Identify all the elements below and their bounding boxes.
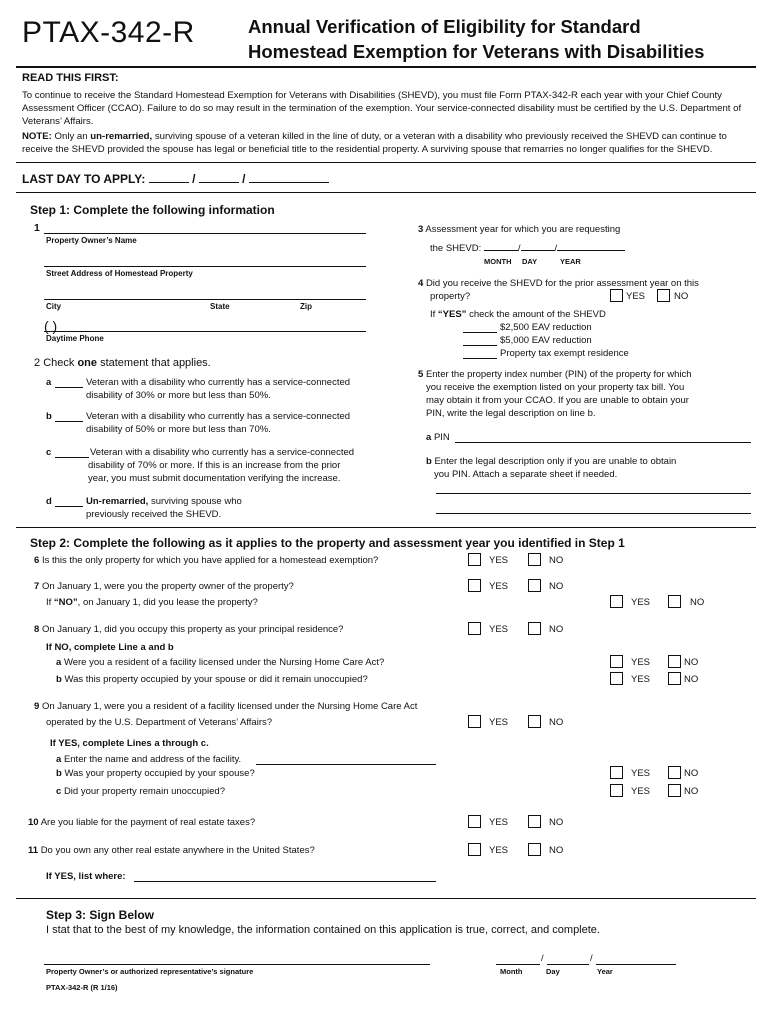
- q5-line1: [418, 369, 692, 380]
- q8-text: [34, 624, 343, 635]
- opt-a-line2: disability of 30% or more but less than 50%.: [86, 390, 271, 401]
- q4-no-label: NO: [674, 291, 689, 302]
- street-address-label: Street Address of Homestead Property: [46, 269, 193, 278]
- last-day-month-field[interactable]: [149, 173, 189, 183]
- q8a-no-label: NO: [684, 657, 699, 668]
- q3-line2: [430, 241, 625, 254]
- q3-line1: [418, 224, 620, 235]
- q9c-yes-label: YES: [631, 786, 651, 797]
- q7b-bold: “NO”: [53, 597, 78, 608]
- q8b-yes-checkbox[interactable]: [610, 672, 623, 685]
- divider-step3: [16, 898, 756, 899]
- q7-question: On January 1, were you the property owner of the property?: [41, 581, 294, 592]
- q9c-yes-checkbox[interactable]: [610, 784, 623, 797]
- q8a-no-checkbox[interactable]: [668, 655, 681, 668]
- q7-yes-label: YES: [489, 581, 509, 592]
- q8-number: 8: [34, 624, 40, 635]
- title-line-2: Homestead Exemption for Veterans with Disabilities: [248, 41, 705, 62]
- step1-heading: Step 1: Complete the following information: [30, 203, 275, 217]
- q11-text: [28, 845, 315, 856]
- step1-line-number: 1: [34, 222, 40, 234]
- zip-label: Zip: [300, 302, 312, 311]
- city-label: City: [46, 302, 62, 311]
- legal-description-field-1[interactable]: [436, 493, 751, 494]
- q9c-letter: c: [56, 786, 62, 797]
- q3-year-field[interactable]: [557, 241, 625, 251]
- q2-post: statement that applies.: [100, 357, 211, 369]
- q2-text: [34, 357, 211, 369]
- q9-if-yes: If YES, complete Lines a through c.: [50, 738, 209, 749]
- q3-sep-1: /: [517, 243, 521, 254]
- divider-note: [16, 162, 756, 163]
- opt-d-text: surviving spouse who: [150, 496, 242, 507]
- phone-parens: ( ): [44, 318, 58, 334]
- q5b-line1: [426, 456, 676, 467]
- q8a-question: Were you a resident of a facility licensed under the Nursing Home Care Act?: [63, 657, 385, 668]
- sign-year-label: Year: [597, 967, 613, 976]
- q7-text: [34, 581, 294, 592]
- q8a-yes-checkbox[interactable]: [610, 655, 623, 668]
- q8-if-no: If NO, complete Line a and b: [46, 642, 174, 653]
- sign-day-label: Day: [546, 967, 560, 976]
- read-first-heading: READ THIS FIRST:: [22, 72, 119, 84]
- q4-yes-label: YES: [626, 291, 646, 302]
- note-label: NOTE:: [22, 131, 52, 142]
- q10-question: Are you liable for the payment of real estate taxes?: [40, 817, 256, 828]
- q5b-line2: you PIN. Attach a separate sheet if needed.: [434, 469, 618, 480]
- street-address-field[interactable]: [44, 266, 366, 267]
- state-label: State: [210, 302, 230, 311]
- last-day-year-field[interactable]: [249, 173, 329, 183]
- opt-b-letter: b: [46, 411, 52, 422]
- q7b-post: , on January 1, did you lease the property?: [77, 597, 258, 608]
- q8a-text: [56, 657, 384, 668]
- q6-no-label: NO: [549, 555, 564, 566]
- q5a-letter: a: [426, 432, 432, 443]
- q5-line4: PIN, write the legal description on line b.: [426, 408, 596, 419]
- q7-yes-checkbox[interactable]: [468, 579, 481, 592]
- form-code: PTAX-342-R: [22, 16, 195, 49]
- q7b-yes-label: YES: [631, 597, 651, 608]
- q2-number: 2: [34, 357, 41, 369]
- page-title: [248, 14, 704, 64]
- q9b-question: Was your property occupied by your spouse?: [64, 768, 255, 779]
- opt-d-bold: Un-remarried,: [86, 496, 149, 507]
- q11-question: Do you own any other real estate anywhere in the United States?: [40, 845, 315, 856]
- q8a-yes-label: YES: [631, 657, 651, 668]
- signature-field[interactable]: [44, 964, 430, 965]
- q4-if-pre: If: [430, 309, 436, 320]
- q2-bold: one: [77, 357, 97, 369]
- q8-question: On January 1, did you occupy this property as your principal residence?: [41, 624, 344, 635]
- q8b-no-label: NO: [684, 674, 699, 685]
- opt-c-line1: Veteran with a disability who currently has a service-connected: [90, 447, 355, 458]
- q5a-label: [426, 432, 450, 443]
- q7b-pre: If: [46, 597, 52, 608]
- q4-opt3-label: Property tax exempt residence: [500, 348, 629, 359]
- q10-text: [28, 817, 255, 828]
- last-day-label: LAST DAY TO APPLY:: [22, 172, 146, 186]
- opt-d-letter: d: [46, 496, 52, 507]
- q3-day-label: DAY: [522, 257, 538, 266]
- legal-description-field-2[interactable]: [436, 513, 751, 514]
- q6-number: 6: [34, 555, 40, 566]
- q9-yes-checkbox[interactable]: [468, 715, 481, 728]
- note-pre: Only an: [54, 131, 88, 142]
- q7b-no-label: NO: [690, 597, 705, 608]
- q4-opt2-label: $5,000 EAV reduction: [500, 335, 592, 346]
- q8-no-label: NO: [549, 624, 564, 635]
- q9a-text: [56, 754, 241, 765]
- q10-number: 10: [28, 817, 39, 828]
- q3-sep-2: /: [554, 243, 558, 254]
- last-day-row: [22, 172, 329, 186]
- q9b-letter: b: [56, 768, 62, 779]
- q8-yes-checkbox[interactable]: [468, 622, 481, 635]
- q9c-question: Did your property remain unoccupied?: [63, 786, 225, 797]
- opt-d-check-field[interactable]: [55, 506, 83, 507]
- opt-b-check-field[interactable]: [55, 421, 83, 422]
- q9b-no-label: NO: [684, 768, 699, 779]
- city-state-zip-field[interactable]: [44, 299, 366, 300]
- q9-number: 9: [34, 701, 40, 712]
- owner-name-label: Property Owner’s Name: [46, 236, 137, 245]
- q9-line1: [34, 701, 417, 712]
- q4-opt1-label: $2,500 EAV reduction: [500, 322, 592, 333]
- q11-no-label: NO: [549, 845, 564, 856]
- header-divider: [16, 66, 756, 68]
- signature-label: Property Owner’s or authorized representative’s signature: [46, 967, 254, 976]
- q6-text: [34, 555, 378, 566]
- q6-no-checkbox[interactable]: [528, 553, 541, 566]
- q10-no-checkbox[interactable]: [528, 815, 541, 828]
- sign-month-label: Month: [500, 967, 523, 976]
- q9b-no-checkbox[interactable]: [668, 766, 681, 779]
- q8b-letter: b: [56, 674, 62, 685]
- q5b-letter: b: [426, 456, 432, 467]
- q4-line1: [418, 278, 699, 289]
- opt-c-check-field[interactable]: [55, 457, 89, 458]
- step3-heading: Step 3: Sign Below: [46, 908, 155, 922]
- q11-number: 11: [28, 845, 39, 856]
- q9-yes-label: YES: [489, 717, 509, 728]
- last-day-sep-2: /: [242, 172, 246, 186]
- q4-opt3-field[interactable]: [463, 358, 497, 359]
- note-bold: un-remarried,: [90, 131, 153, 142]
- q5-number: 5: [418, 369, 424, 380]
- q9b-yes-checkbox[interactable]: [610, 766, 623, 779]
- q9b-yes-label: YES: [631, 768, 651, 779]
- pin-field[interactable]: [455, 442, 751, 443]
- sign-day-field[interactable]: [547, 964, 589, 965]
- opt-b-line1: Veteran with a disability who currently has a service-connected: [86, 411, 351, 422]
- q7-no-label: NO: [549, 581, 564, 592]
- owner-name-field[interactable]: [44, 233, 366, 234]
- q7b-text: [46, 597, 258, 608]
- q3-number: 3: [418, 224, 424, 235]
- q9-no-label: NO: [549, 717, 564, 728]
- note-post: surviving spouse of a veteran killed in the line of duty, or a veteran with a disability who previously received the SHEVD can continue to receive the SHEVD provided the spouse has legal or beneficial title to the residential property. A surviving spouse that remarries no longer qualifies for the SHEVD.: [22, 131, 727, 155]
- q8b-text: [56, 674, 368, 685]
- q8b-no-checkbox[interactable]: [668, 672, 681, 685]
- q8-no-checkbox[interactable]: [528, 622, 541, 635]
- q3-label: the SHEVD:: [430, 243, 482, 254]
- q3-month-field[interactable]: [484, 241, 518, 251]
- q9b-text: [56, 768, 255, 779]
- sign-sep-1: /: [541, 953, 544, 964]
- q4-if-yes: [430, 309, 606, 320]
- last-day-day-field[interactable]: [199, 173, 239, 183]
- q9-no-checkbox[interactable]: [528, 715, 541, 728]
- q7b-yes-checkbox[interactable]: [610, 595, 623, 608]
- opt-a-line1: Veteran with a disability who currently has a service-connected: [86, 377, 351, 388]
- q7-no-checkbox[interactable]: [528, 579, 541, 592]
- q9a-question: Enter the name and address of the facility.: [63, 754, 242, 765]
- q4-text: Did you receive the SHEVD for the prior assessment year on this: [425, 278, 699, 289]
- opt-a-letter: a: [46, 377, 52, 388]
- opt-c-letter: c: [46, 447, 52, 458]
- opt-b-line2: disability of 50% or more but less than 70%.: [86, 424, 271, 435]
- opt-a-check-field[interactable]: [55, 387, 83, 388]
- opt-d-line2: previously received the SHEVD.: [86, 509, 222, 520]
- q11-no-checkbox[interactable]: [528, 843, 541, 856]
- q5-line2: you receive the exemption listed on your property tax bill. You: [426, 382, 685, 393]
- opt-d-line1: [86, 496, 242, 507]
- q5-text: Enter the property index number (PIN) of the property for which: [425, 369, 692, 380]
- q4-no-checkbox[interactable]: [657, 289, 670, 302]
- phone-label: Daytime Phone: [46, 334, 104, 343]
- read-first-note: [22, 130, 757, 156]
- q7-number: 7: [34, 581, 40, 592]
- sign-month-field[interactable]: [496, 964, 540, 965]
- q11-if-yes: If YES, list where:: [46, 871, 126, 882]
- step2-heading: Step 2: Complete the following as it applies to the property and assessment year you identified in Step 1: [30, 536, 625, 550]
- sign-year-field[interactable]: [596, 964, 676, 965]
- q3-day-field[interactable]: [521, 241, 555, 251]
- step3-statement: I stat that to the best of my knowledge, the information contained on this application is true, correct, and complete.: [46, 924, 600, 936]
- q8-yes-label: YES: [489, 624, 509, 635]
- q5-line3: may obtain it from your CCAO. If you are unable to obtain your: [426, 395, 689, 406]
- form-revision: PTAX-342-R (R 1/16): [46, 983, 118, 992]
- q3-month-label: MONTH: [484, 257, 512, 266]
- q4-opt1-field[interactable]: [463, 332, 497, 333]
- q9c-no-checkbox[interactable]: [668, 784, 681, 797]
- q4-if-post: check the amount of the SHEVD: [469, 309, 606, 320]
- q4-if-bold: “YES”: [437, 309, 467, 320]
- q11-yes-checkbox[interactable]: [468, 843, 481, 856]
- divider-last-day: [16, 192, 756, 193]
- divider-step2: [16, 527, 756, 528]
- q5a-pin-label: PIN: [433, 432, 450, 443]
- q10-yes-checkbox[interactable]: [468, 815, 481, 828]
- q10-yes-label: YES: [489, 817, 509, 828]
- q5b-text: Enter the legal description only if you are unable to obtain: [434, 456, 677, 467]
- q6-yes-label: YES: [489, 555, 509, 566]
- q7b-no-checkbox[interactable]: [668, 595, 681, 608]
- q6-yes-checkbox[interactable]: [468, 553, 481, 566]
- q2-pre: Check: [43, 357, 75, 369]
- q6-question: Is this the only property for which you have applied for a homestead exemption?: [41, 555, 379, 566]
- q9c-no-label: NO: [684, 786, 699, 797]
- q9c-text: [56, 786, 225, 797]
- opt-c-line3: year, you must submit documentation verifying the increase.: [88, 473, 341, 484]
- q9-question: On January 1, were you a resident of a facility licensed under the Nursing Home Care Act: [41, 701, 418, 712]
- opt-c-line2: disability of 70% or more. If this is an increase from the prior: [88, 460, 341, 471]
- q4-number: 4: [418, 278, 424, 289]
- q9a-letter: a: [56, 754, 62, 765]
- q8b-yes-label: YES: [631, 674, 651, 685]
- sign-sep-2: /: [590, 953, 593, 964]
- q3-year-label: YEAR: [560, 257, 581, 266]
- last-day-sep-1: /: [192, 172, 196, 186]
- q4-line2: property?: [430, 291, 471, 302]
- q8a-letter: a: [56, 657, 62, 668]
- phone-field[interactable]: [44, 331, 366, 332]
- q11-yes-label: YES: [489, 845, 509, 856]
- read-first-body: To continue to receive the Standard Homestead Exemption for Veterans with Disabilities (SHEVD), you must file Form PTAX-342-R each year with your Chief County Assessment Officer (CCAO). Failure to do so may result in the termination of the exemption. Your service-connected disability must be certified by the U.S. Department of Veterans’ Affairs.: [22, 90, 742, 127]
- q10-no-label: NO: [549, 817, 564, 828]
- q4-yes-checkbox[interactable]: [610, 289, 623, 302]
- title-line-1: Annual Verification of Eligibility for Standard: [248, 16, 641, 37]
- other-real-estate-field[interactable]: [134, 881, 436, 882]
- q3-text: Assessment year for which you are requesting: [425, 224, 621, 235]
- q4-opt2-field[interactable]: [463, 345, 497, 346]
- q9-line2: operated by the U.S. Department of Veterans’ Affairs?: [46, 717, 273, 728]
- facility-name-field[interactable]: [256, 764, 436, 765]
- q8b-question: Was this property occupied by your spouse or did it remain unoccupied?: [64, 674, 368, 685]
